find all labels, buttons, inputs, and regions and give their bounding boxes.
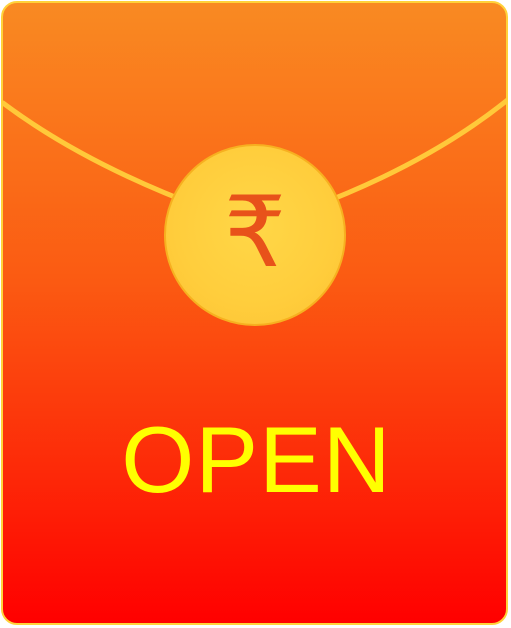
open-coin-button[interactable] — [164, 144, 346, 326]
open-button-label[interactable]: OPEN — [121, 407, 392, 512]
rupee-icon: ₹ — [223, 176, 287, 290]
red-envelope[interactable] — [1, 1, 508, 625]
